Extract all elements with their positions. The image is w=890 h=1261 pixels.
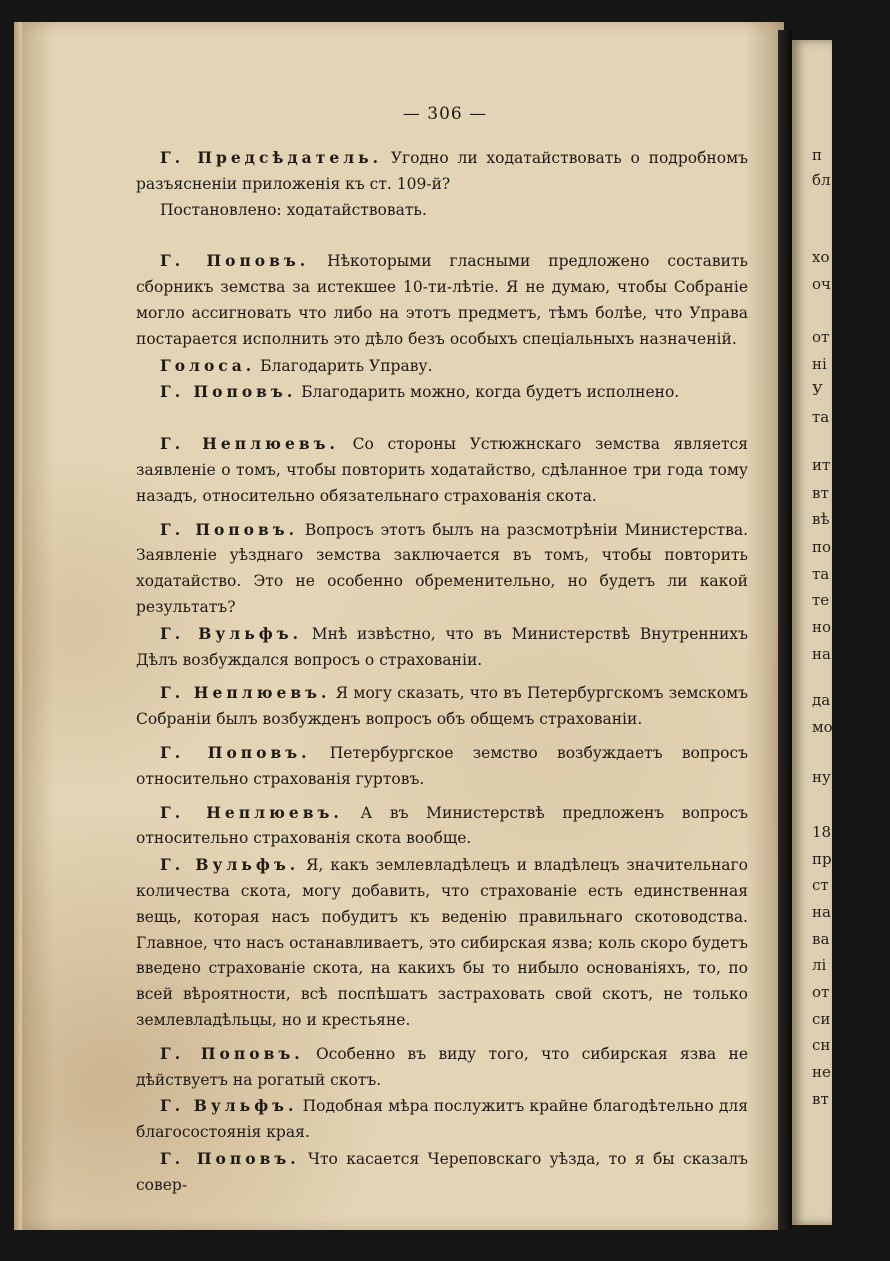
- paragraph-text: Благодарить Управу.: [255, 356, 433, 375]
- speaker-name: Г. Поповъ.: [160, 1043, 304, 1063]
- next-page-fragment: от: [812, 983, 830, 1001]
- next-page-fragment: ну: [812, 768, 831, 786]
- paragraph: [136, 517, 748, 621]
- next-page-fragment: вт: [812, 484, 829, 502]
- next-page-fragment: хо: [812, 248, 830, 266]
- paragraph: [136, 1041, 748, 1094]
- paragraph: [136, 248, 748, 352]
- paragraph-text: Петербургское земство возбуждаетъ вопросъ относительно страхованія гуртовъ.: [136, 743, 749, 788]
- next-page-fragment: ит: [812, 456, 831, 474]
- next-page-fragment: на: [812, 645, 831, 663]
- next-page-fragment: ст: [812, 876, 829, 894]
- page-text: [136, 145, 748, 1198]
- paragraph-text: Со стороны Устюжнскаго земства является заявленіе о томъ, чтобы повторить ходатайство, сдѣланное три года тому назадъ, относительно обязательнаго страхованія скота.: [136, 435, 748, 505]
- next-page-fragment: лі: [812, 956, 827, 974]
- speaker-name: Г. Неплюевъ.: [160, 802, 343, 822]
- page-number: — 306 —: [402, 104, 488, 124]
- next-page-fragment: сн: [812, 1036, 831, 1054]
- next-page-fragment: пр: [812, 850, 832, 868]
- paragraph-text: Нѣкоторыми гласными предложено составить сборникъ земства за истекшее 10-ти-лѣтіе. Я не думаю, чтобы Собраніе могло ассигновать что либо на этотъ предметъ, тѣмъ болѣе, что Управа постарается исполнить это дѣло безъ особыхъ спеціальныхъ назначеній.: [136, 252, 748, 348]
- next-page-fragment: на: [812, 903, 831, 921]
- speaker-name: Г. Неплюевъ.: [160, 683, 331, 703]
- paragraph-text: Я могу сказать, что въ Петербургскомъ земскомъ Собраніи былъ возбужденъ вопросъ объ общемъ страхованіи.: [136, 684, 748, 729]
- next-page-fragment: 18: [812, 823, 832, 841]
- speaker-name: Г. Поповъ.: [160, 382, 297, 402]
- paragraph-text: Подобная мѣра послужитъ крайне благодѣтельно для благосостоянія края.: [136, 1097, 749, 1142]
- next-page-fragment: бл: [812, 171, 831, 189]
- next-page-fragment: та: [812, 408, 830, 426]
- paragraph-text: Постановлено: ходатайствовать.: [160, 200, 427, 219]
- paragraph: [136, 621, 748, 674]
- next-page-fragment: вт: [812, 1090, 829, 1108]
- next-page-fragment: си: [812, 1010, 831, 1028]
- paragraph-text: Мнѣ извѣстно, что въ Министерствѣ Внутреннихъ Дѣлъ возбуждался вопросъ о страхованіи.: [136, 624, 748, 669]
- next-page-fragment: ва: [812, 930, 830, 948]
- speaker-name: Г. Поповъ.: [160, 519, 299, 539]
- speaker-name: Г. Поповъ.: [160, 251, 310, 271]
- next-page-fragment: вѣ: [812, 510, 830, 528]
- paragraph: [136, 198, 748, 224]
- speaker-name: Г. Поповъ.: [160, 1148, 300, 1168]
- next-page-fragment: да: [812, 691, 831, 709]
- speaker-name: Г. Вульфъ.: [160, 623, 303, 643]
- speaker-name: Г. Неплюевъ.: [160, 434, 339, 454]
- next-page-fragment: У: [812, 381, 823, 399]
- paragraph-text: Угодно ли ходатайствовать о подробномъ разъясненіи приложенія къ ст. 109-й?: [136, 149, 748, 193]
- speaker-name: Голоса.: [160, 355, 256, 375]
- paragraph: [136, 431, 748, 509]
- page-edge: [14, 22, 22, 1230]
- next-page-fragment: оч: [812, 275, 831, 293]
- paragraph-text: Что касается Череповскаго уѣзда, то я бы сказалъ совер-: [136, 1149, 748, 1194]
- next-page-fragment: те: [812, 591, 830, 609]
- book-gutter: [778, 30, 792, 1230]
- book-page-right: [792, 40, 832, 1225]
- speaker-name: Г. Предсѣдатель.: [160, 148, 383, 167]
- paragraph-text: Особенно въ виду того, что сибирская язва не дѣйствуетъ на рогатый скотъ.: [136, 1044, 748, 1089]
- next-page-fragment: п: [812, 146, 822, 164]
- paragraph-text: Благодарить можно, когда будетъ исполнено.: [296, 383, 680, 402]
- paragraph: [136, 1093, 748, 1146]
- paragraph: [136, 1146, 748, 1199]
- paragraph-text: Я, какъ землевладѣлецъ и владѣлецъ значительнаго количества скота, могу добавить, что страхованіе есть единственная вещь, которая насъ побудитъ къ веденію правильнаго скотоводства. Главное, что насъ останавливаетъ, это сибирская язва; коль скоро будетъ введено страхованіе скота, на какихъ бы то нибыло основаніяхъ, то, по всей вѣроятности, всѣ поспѣшатъ застраховать свой скотъ, не только землевладѣльцы, но и крестьяне.: [136, 856, 748, 1029]
- paragraph: [136, 680, 748, 733]
- paragraph-text: Вопросъ этотъ былъ на разсмотрѣніи Министерства. Заявленіе уѣзднаго земства заключается въ томъ, чтобы повторить ходатайство. Это не особенно обременительно, но будетъ ли какой результатъ?: [136, 520, 748, 616]
- next-page-fragment: но: [812, 618, 832, 636]
- speaker-name: Г. Вульфъ.: [160, 1096, 298, 1116]
- next-page-fragment: от: [812, 328, 830, 346]
- speaker-name: Г. Поповъ.: [160, 742, 311, 762]
- next-page-fragment: ні: [812, 355, 827, 373]
- paragraph: [136, 353, 748, 380]
- paragraph: [136, 379, 748, 406]
- paragraph: [136, 740, 748, 793]
- speaker-name: Г. Вульфъ.: [160, 855, 300, 875]
- next-page-fragment: не: [812, 1063, 831, 1081]
- paragraph: [136, 145, 748, 198]
- paragraph-text: А въ Министерствѣ предложенъ вопросъ относительно страхованія скота вообще.: [136, 803, 748, 848]
- next-page-fragment: по: [812, 538, 832, 556]
- next-page-fragment: мо: [812, 718, 833, 736]
- next-page-fragment: та: [812, 565, 830, 583]
- paragraph: [136, 852, 748, 1034]
- paragraph: [136, 800, 748, 853]
